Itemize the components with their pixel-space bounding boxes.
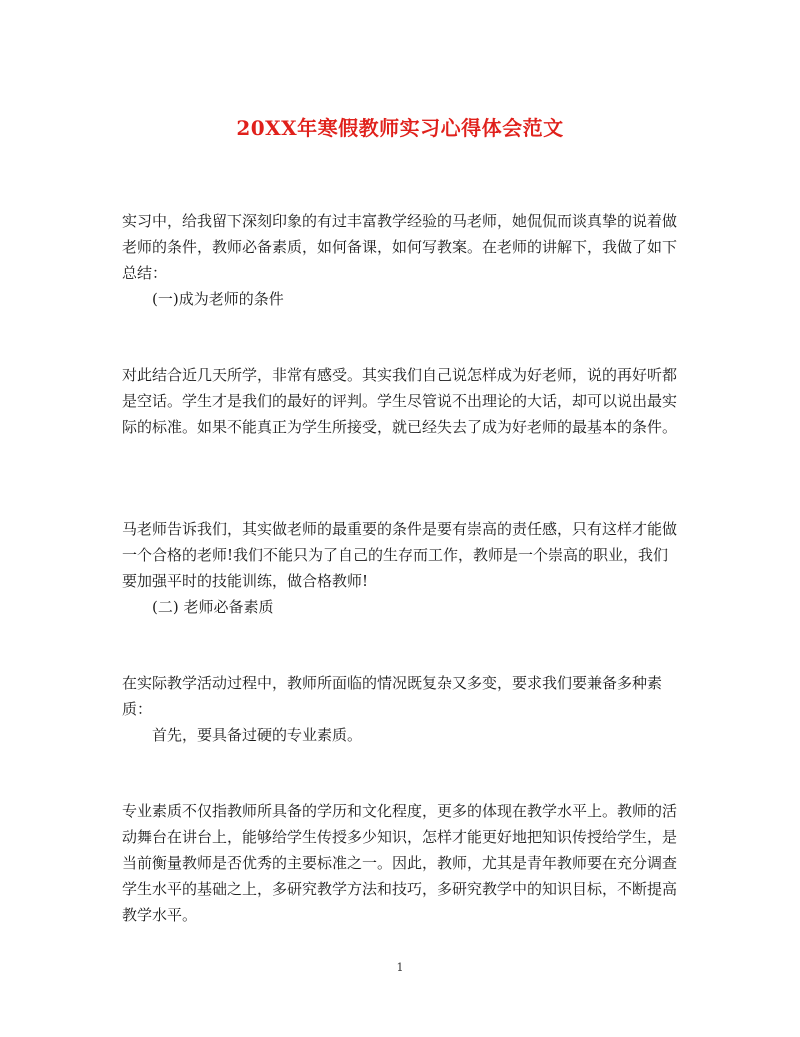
- paragraph-6: 专业素质不仅指教师所具备的学历和文化程度，更多的体现在教学水平上。教师的活动舞台在讲台上，能够给学生传授多少知识，怎样才能更好地把知识传授给学生，是当前衡量教师是否优秀的主要标准之一。因此，教师，尤其是青年教师要在充分调查学生水平的基础之上，多研究教学方法和技巧，多研究教学中的知识目标，不断提高教学水平。: [122, 802, 678, 924]
- intro-block: [122, 208, 678, 312]
- paragraph-2: 对此结合近几天所学，非常有感受。其实我们自己说怎样成为好老师，说的再好听都是空话。学生才是我们的最好的评判。学生尽管说不出理论的大话，却可以说出最实际的标准。如果不能真正为学生所接受，就已经失去了成为好老师的最基本的条件。: [122, 366, 678, 436]
- document-title: 20XX年寒假教师实习心得体会范文: [236, 116, 564, 140]
- paragraph-intro: 实习中，给我留下深刻印象的有过丰富教学经验的马老师，她侃侃而谈真挚的说着做老师的条件，教师必备素质，如何备课，如何写教案。在老师的讲解下，我做了如下总结：: [122, 212, 678, 282]
- section-heading-1: (一)成为老师的条件: [152, 290, 284, 308]
- paragraph-3: 马老师告诉我们，其实做老师的最重要的条件是要有崇高的责任感，只有这样才能做一个合格的老师!我们不能只为了自己的生存而工作，教师是一个崇高的职业，我们要加强平时的技能训练，做合格教师!: [122, 520, 678, 590]
- paragraph-block-5: [122, 798, 678, 928]
- paragraph-block-4: [122, 670, 678, 748]
- paragraph-block-2: [122, 362, 678, 440]
- paragraph-5: 首先，要具备过硬的专业素质。: [152, 726, 363, 744]
- section-heading-2: (二) 老师必备素质: [152, 598, 274, 616]
- page-number: 1: [396, 961, 404, 974]
- paragraph-4: 在实际教学活动过程中，教师所面临的情况既复杂又多变，要求我们要兼备多种素质：: [122, 674, 663, 718]
- paragraph-block-3: [122, 516, 678, 620]
